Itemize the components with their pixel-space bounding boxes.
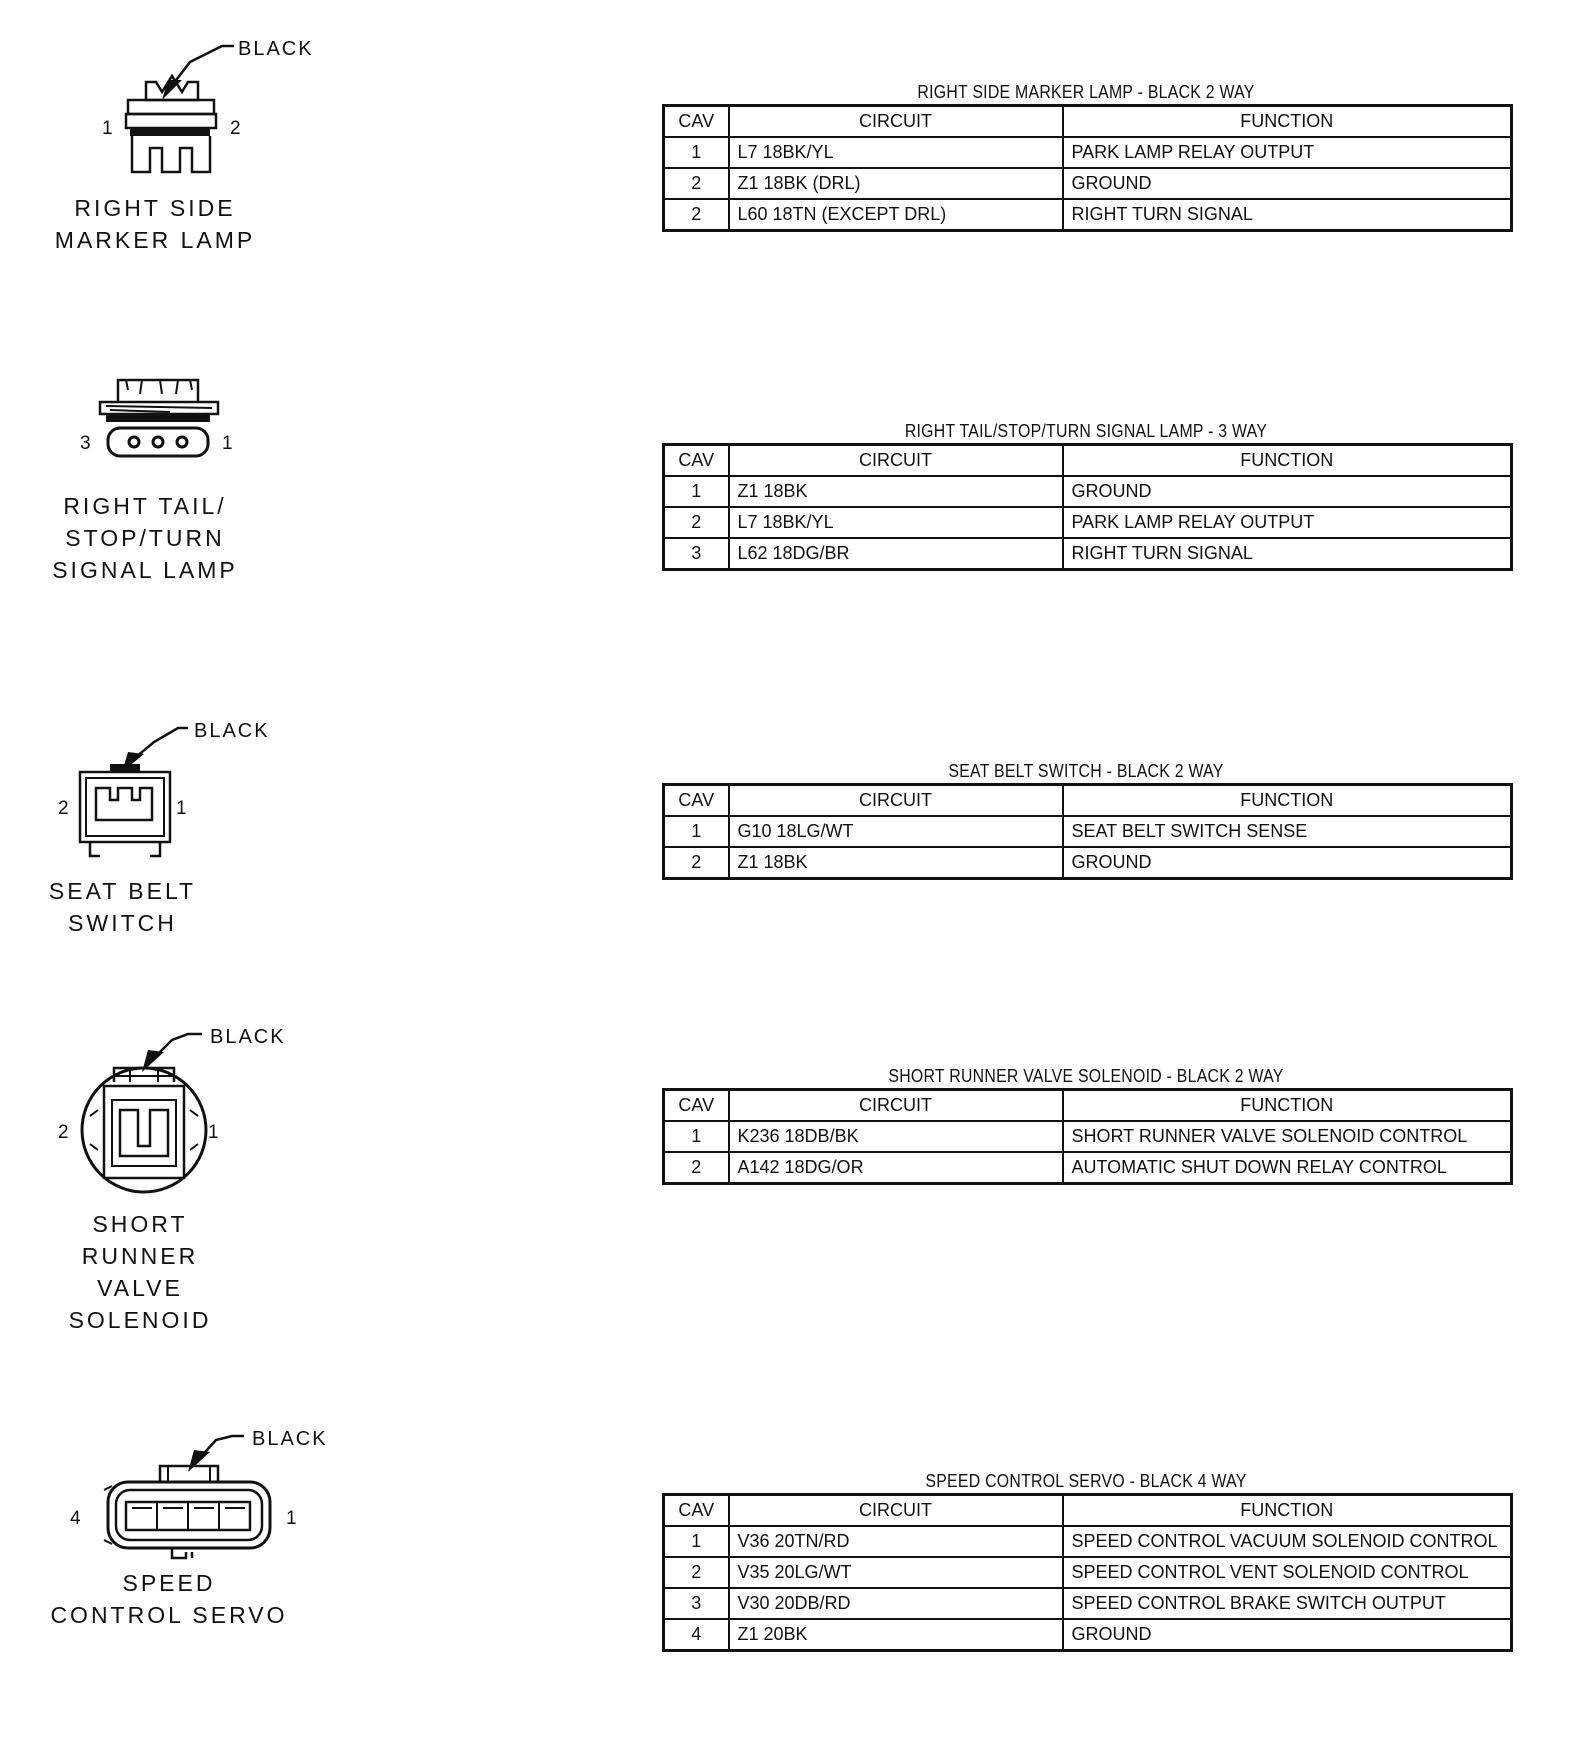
cell-function: GROUND: [1063, 476, 1512, 507]
connector-diagram: [90, 30, 330, 180]
table-row: [664, 168, 1512, 199]
header-circuit: CIRCUIT: [729, 106, 1063, 138]
connector-pinout-table: [662, 419, 1510, 571]
cell-function: GROUND: [1063, 1619, 1512, 1651]
table-row: [664, 1152, 1512, 1184]
table-title: RIGHT TAIL/STOP/TURN SIGNAL LAMP - 3 WAY: [904, 421, 1268, 441]
pinout-table: [662, 1493, 1513, 1652]
cell-cav: 2: [664, 847, 729, 879]
cell-function: PARK LAMP RELAY OUTPUT: [1063, 137, 1512, 168]
connector-pinout-table: [662, 1469, 1510, 1652]
cell-function: PARK LAMP RELAY OUTPUT: [1063, 507, 1512, 538]
connector-ribs: [126, 380, 192, 394]
color-callout-label: BLACK: [194, 720, 270, 742]
callout-leader: [150, 1034, 202, 1062]
table-row: [664, 1557, 1512, 1588]
table-row: [664, 1588, 1512, 1619]
connector-name-label: RIGHT SIDE MARKER LAMP: [54, 195, 256, 253]
pinout-table: [662, 104, 1513, 232]
connector-seal: [130, 128, 210, 136]
table-header-row: [664, 785, 1512, 817]
connector-face: [108, 428, 208, 456]
pin-cavity: [129, 437, 139, 447]
connector-collar: [126, 114, 216, 128]
callout-arrowhead: [188, 1450, 210, 1472]
cell-function: AUTOMATIC SHUT DOWN RELAY CONTROL: [1063, 1152, 1512, 1184]
tail-lamp-connector-drawing: [70, 372, 250, 482]
connector-flange-hatch: [106, 406, 212, 412]
connector-tabs: [90, 1110, 198, 1150]
cell-circuit: V36 20TN/RD: [729, 1526, 1063, 1557]
cell-cav: 1: [664, 816, 729, 847]
connector-feet: [90, 842, 160, 856]
table-header-row: [664, 445, 1512, 477]
table-row: [664, 538, 1512, 570]
cell-cav: 2: [664, 168, 729, 199]
connector-pinout-table: [662, 80, 1510, 232]
color-callout-label: BLACK: [252, 1428, 328, 1450]
connector-diagram: [64, 1420, 334, 1560]
table-row: [664, 476, 1512, 507]
cell-function: SPEED CONTROL VACUUM SOLENOID CONTROL: [1063, 1526, 1512, 1557]
pin-label: 2: [58, 798, 69, 819]
pin-label: 1: [102, 118, 113, 139]
table-title: SEAT BELT SWITCH - BLACK 2 WAY: [948, 761, 1224, 781]
cell-circuit: L7 18BK/YL: [729, 137, 1063, 168]
cell-function: GROUND: [1063, 847, 1512, 879]
pinout-table: [662, 443, 1513, 571]
header-circuit: CIRCUIT: [729, 1495, 1063, 1527]
header-function: FUNCTION: [1063, 785, 1512, 817]
cell-cav: 1: [664, 1526, 729, 1557]
connector-pinout-table: [662, 1064, 1510, 1185]
header-circuit: CIRCUIT: [729, 445, 1063, 477]
header-cav: CAV: [664, 785, 729, 817]
cell-circuit: G10 18LG/WT: [729, 816, 1063, 847]
cell-function: SPEED CONTROL BRAKE SWITCH OUTPUT: [1063, 1588, 1512, 1619]
table-row: [664, 847, 1512, 879]
cell-function: RIGHT TURN SIGNAL: [1063, 199, 1512, 231]
cell-circuit: Z1 18BK (DRL): [729, 168, 1063, 199]
table-row: [664, 816, 1512, 847]
header-cav: CAV: [664, 1090, 729, 1122]
connector-terminals: [132, 136, 210, 172]
table-row: [664, 1121, 1512, 1152]
cell-circuit: Z1 18BK: [729, 476, 1063, 507]
cell-cav: 4: [664, 1619, 729, 1651]
connector-collar: [128, 100, 214, 114]
cell-circuit: A142 18DG/OR: [729, 1152, 1063, 1184]
cell-function: RIGHT TURN SIGNAL: [1063, 538, 1512, 570]
table-row: [664, 1526, 1512, 1557]
pin-label: 1: [222, 433, 233, 454]
connector-name-label: SEAT BELT SWITCH: [48, 878, 197, 936]
connector-diagram: [70, 372, 250, 482]
table-row: [664, 1619, 1512, 1651]
connector-diagram: [54, 710, 284, 860]
connector-cavities: [120, 1110, 168, 1156]
seat-belt-switch-connector-drawing: [54, 710, 284, 860]
pinout-table: [662, 783, 1513, 880]
cell-cav: 1: [664, 137, 729, 168]
pin-label: 3: [80, 433, 91, 454]
short-runner-solenoid-connector-drawing: [54, 1016, 294, 1196]
color-callout-label: BLACK: [210, 1026, 286, 1048]
table-title: SPEED CONTROL SERVO - BLACK 4 WAY: [925, 1471, 1247, 1491]
pin-label: 2: [58, 1122, 69, 1143]
cell-circuit: Z1 18BK: [729, 847, 1063, 879]
cell-function: SPEED CONTROL VENT SOLENOID CONTROL: [1063, 1557, 1512, 1588]
table-header-row: [664, 106, 1512, 138]
table-row: [664, 199, 1512, 231]
cell-cav: 1: [664, 1121, 729, 1152]
table-header-row: [664, 1090, 1512, 1122]
callout-arrowhead: [162, 80, 182, 100]
connector-cavity-dividers: [157, 1502, 219, 1530]
connector-seal: [106, 414, 210, 422]
cell-circuit: L62 18DG/BR: [729, 538, 1063, 570]
connector-pinout-table: [662, 759, 1510, 880]
cell-circuit: L7 18BK/YL: [729, 507, 1063, 538]
cell-circuit: L60 18TN (EXCEPT DRL): [729, 199, 1063, 231]
header-function: FUNCTION: [1063, 106, 1512, 138]
pinout-table: [662, 1088, 1513, 1185]
connector-name-label: RIGHT TAIL/ STOP/TURN SIGNAL LAMP: [52, 493, 238, 583]
cell-function: SHORT RUNNER VALVE SOLENOID CONTROL: [1063, 1121, 1512, 1152]
connector-name-label: SPEED CONTROL SERVO: [50, 1570, 288, 1628]
connector-diagram: [54, 1016, 294, 1196]
cell-cav: 3: [664, 538, 729, 570]
cell-cav: 1: [664, 476, 729, 507]
cell-circuit: V30 20DB/RD: [729, 1588, 1063, 1619]
header-cav: CAV: [664, 106, 729, 138]
cell-cav: 2: [664, 199, 729, 231]
cell-cav: 3: [664, 1588, 729, 1619]
header-function: FUNCTION: [1063, 445, 1512, 477]
cell-function: SEAT BELT SWITCH SENSE: [1063, 816, 1512, 847]
table-title: SHORT RUNNER VALVE SOLENOID - BLACK 2 WAY: [888, 1066, 1284, 1086]
pin-label: 1: [176, 798, 187, 819]
speed-control-servo-connector-drawing: [64, 1420, 334, 1560]
pin-cavity: [177, 437, 187, 447]
pin-label: 1: [286, 1508, 297, 1529]
pin-label: 2: [230, 118, 241, 139]
cell-circuit: Z1 20BK: [729, 1619, 1063, 1651]
color-callout-label: BLACK: [238, 38, 314, 60]
pin-cavity: [153, 437, 163, 447]
header-function: FUNCTION: [1063, 1090, 1512, 1122]
header-cav: CAV: [664, 445, 729, 477]
table-title: RIGHT SIDE MARKER LAMP - BLACK 2 WAY: [917, 82, 1255, 102]
connector-housing: [80, 772, 170, 842]
cell-cav: 2: [664, 1152, 729, 1184]
header-function: FUNCTION: [1063, 1495, 1512, 1527]
marker-lamp-connector-drawing: [90, 30, 330, 180]
header-cav: CAV: [664, 1495, 729, 1527]
header-circuit: CIRCUIT: [729, 1090, 1063, 1122]
table-header-row: [664, 1495, 1512, 1527]
cell-function: GROUND: [1063, 168, 1512, 199]
header-circuit: CIRCUIT: [729, 785, 1063, 817]
cell-cav: 2: [664, 1557, 729, 1588]
table-row: [664, 137, 1512, 168]
connector-name-label: SHORT RUNNER VALVE SOLENOID: [68, 1211, 212, 1333]
pin-label: 1: [208, 1122, 219, 1143]
cell-circuit: K236 18DB/BK: [729, 1121, 1063, 1152]
cell-circuit: V35 20LG/WT: [729, 1557, 1063, 1588]
cell-cav: 2: [664, 507, 729, 538]
pin-label: 4: [70, 1508, 81, 1529]
table-row: [664, 507, 1512, 538]
connector-cavities: [96, 788, 152, 820]
connector-housing-top: [118, 380, 198, 402]
